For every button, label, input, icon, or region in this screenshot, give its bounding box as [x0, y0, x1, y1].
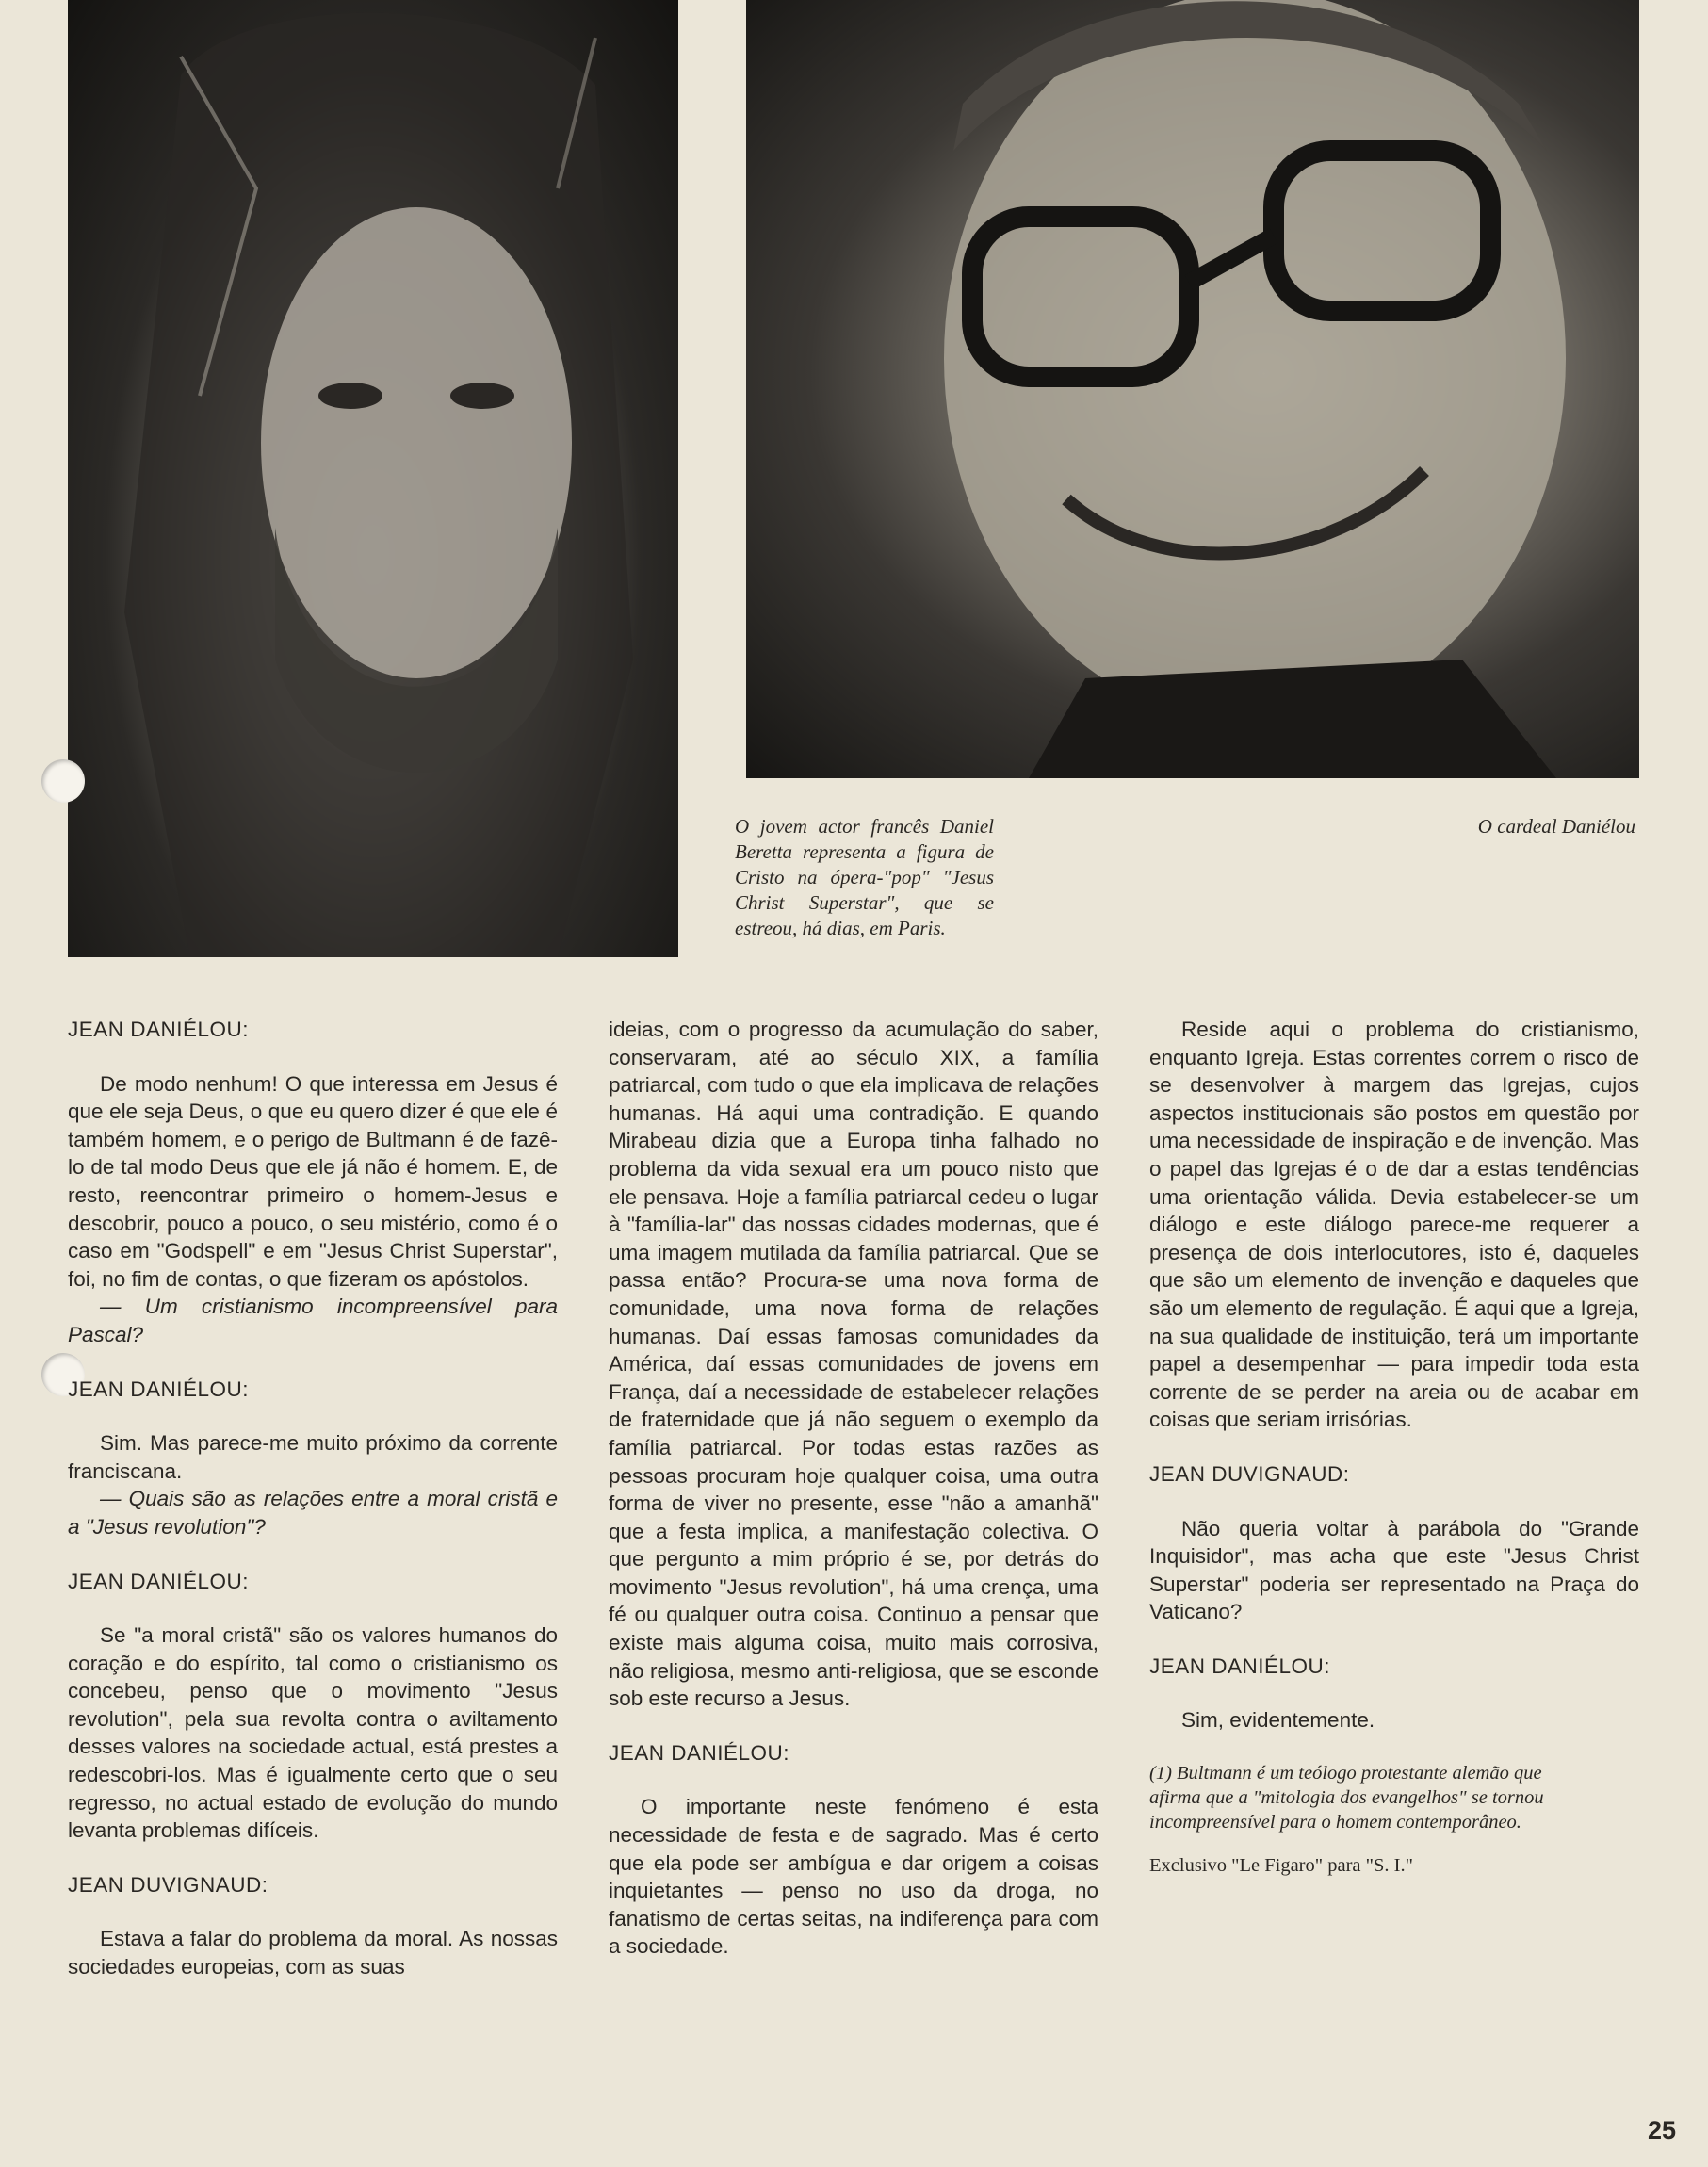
portrait-right-icon — [746, 0, 1639, 778]
binder-hole — [41, 759, 85, 803]
speaker-heading: JEAN DANIÉLOU: — [68, 1569, 250, 1593]
page-number: 25 — [1647, 2116, 1676, 2144]
paragraph: Reside aqui o problema do cristianismo, enquanto Igreja. Estas correntes correm o risco de se desenvolver à margem das Igrejas, cujos aspectos institucionais são postos em questão por uma necessidade de inspiração e de invenção. Mas o papel das Igrejas é o de dar a estas tendências uma orientação válida. Devia estabelecer-se um diálogo e este diálogo parece-me requerer a presença de dois interlocutores, isto é, daqueles que são um elemento de invenção e daqueles que são um elemento de regulação. É aqui que a Igreja, na sua qualidade de instituição, terá um importante papel a desempenhar — para impedir toda esta corrente de se perder na areia ou de acabar em coisas que seriam irrisórias. — [1149, 1018, 1639, 1432]
article-column-3 — [1149, 1016, 1639, 1878]
speaker-heading: JEAN DANIÉLOU: — [1149, 1654, 1331, 1678]
paragraph: Estava a falar do problema da moral. As nossas sociedades europeias, com as suas — [68, 1927, 558, 1980]
paragraph: Não queria voltar à parábola do "Grande Inquisidor", mas acha que este "Jesus Christ Superstar" poderia ser representado na Praça do Vaticano? — [1149, 1516, 1639, 1624]
photo-cardinal-danielou — [746, 0, 1639, 778]
paragraph: Se "a moral cristã" são os valores humanos do coração e do espírito, tal como o cristianismo os concebeu, penso que o movimento "Jesus revolution", pela sua revolta contra o aviltamento desses valores na sociedade actual, está prestes a redescobri-los. Mas é igualmente certo que o seu regresso, no actual estado de evolução do mundo levanta problemas difíceis. — [68, 1623, 558, 1843]
footnote: (1) Bultmann é um teólogo protestante alemão que afirma que a "mitologia dos evangelhos" se tornou incompreensível para o homem contemporâneo. — [1149, 1763, 1544, 1833]
caption-cardinal: O cardeal Daniélou — [1477, 815, 1635, 838]
question: — Um cristianismo incompreensível para Pascal? — [68, 1295, 558, 1346]
speaker-heading: JEAN DUVIGNAUD: — [1149, 1461, 1350, 1486]
speaker-heading: JEAN DANIÉLOU: — [68, 1377, 250, 1401]
article-column-1 — [68, 1016, 558, 1981]
speaker-heading: JEAN DANIÉLOU: — [609, 1740, 790, 1765]
photo-actor-christ — [68, 0, 678, 957]
paragraph: Sim. Mas parece-me muito próximo da corrente franciscana. — [68, 1431, 558, 1483]
article-column-2 — [609, 1016, 1098, 1961]
paragraph: De modo nenhum! O que interessa em Jesus é que ele seja Deus, o que eu quero dizer é que ele é também homem, e o perigo de Bultmann é de fazê-lo de tal modo Deus que ele já não é homem. E, de resto, reencontrar primeiro o homem-Jesus e descobrir, pouco a pouco, o seu mistério, como é o caso em "Godspell" e em "Jesus Christ Superstar", foi, no fim de contas, o que fizeram os apóstolos. — [68, 1071, 558, 1291]
speaker-heading: JEAN DANIÉLOU: — [68, 1018, 250, 1041]
paragraph: ideias, com o progresso da acumulação do saber, conservaram, até ao século XIX, a família patriarcal, com tudo o que ela implicava de relações humanas. Há aqui uma contradição. E quando Mirabeau dizia que a Europa tinha falhado no problema da vida sexual era um pouco nisto que ele pensava. Hoje a família patriarcal cedeu o lugar à "família-lar" das nossas cidades modernas, que é uma imagem mutilada da família patriarcal. Que se passa então? Procura-se uma nova forma de comunidade, uma nova forma de relações humanas. Daí essas famosas comunidades da América, daí essas comunidades de jovens em França, daí a necessidade de estabelecer relações de fraternidade que já não seguem o exemplo da família patriarcal. Por todas estas razões as pessoas procuram hoje qualquer coisa, uma outra forma de viver no presente, esse "não a amanhã" que a festa implica, a manifestação colectiva. O que pergunto a mim próprio é se, por detrás do movimento "Jesus revolution", há uma crença, uma fé ou qualquer outra coisa. Continuo a pensar que existe mais alguma coisa, muito mais corrosiva, não religiosa, mesmo anti-religiosa, que se esconde sob este recurso a Jesus. — [609, 1018, 1098, 1711]
caption-actor: O jovem actor francês Daniel Beretta representa a figura de Cristo na ópera-"pop" "Jesus Christ Superstar", que se estreou, há dias, em Paris. — [735, 815, 994, 939]
paragraph: O importante neste fenómeno é esta necessidade de festa e de sagrado. Mas é certo que ela pode ser ambígua e dar origem a coisas inquietantes — penso no uso da droga, no fanatismo de certas seitas, na indiferença para com a sociedade. — [609, 1795, 1098, 1959]
speaker-heading: JEAN DUVIGNAUD: — [68, 1872, 268, 1897]
question: — Quais são as relações entre a moral cristã e a "Jesus revolution"? — [68, 1487, 558, 1539]
paragraph: Sim, evidentemente. — [1181, 1708, 1375, 1733]
credit-line: Exclusivo "Le Figaro" para "S. I." — [1149, 1855, 1413, 1877]
portrait-left-icon — [68, 0, 678, 957]
